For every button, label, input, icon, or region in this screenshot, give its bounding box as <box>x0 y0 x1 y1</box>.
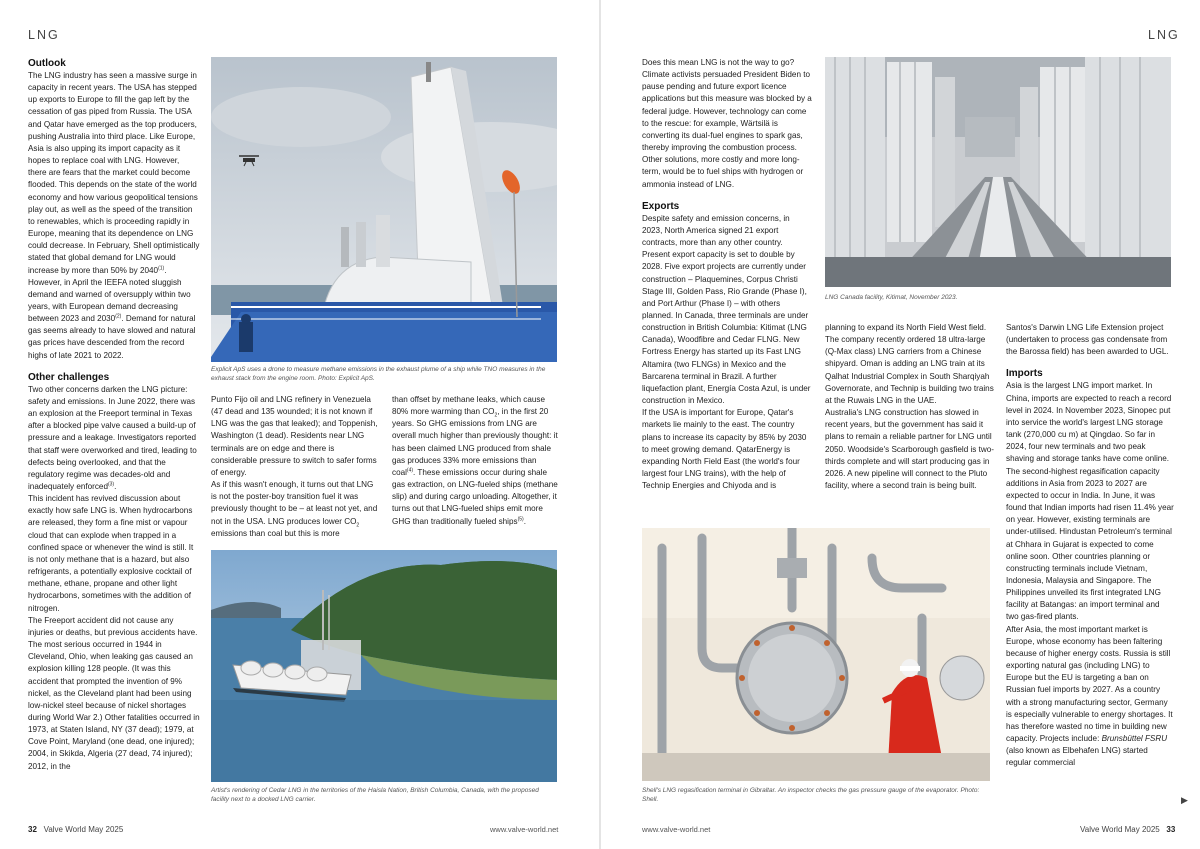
imports-heading: Imports <box>1006 368 1043 380</box>
hazard-paragraph: This incident has revived discussion about exactly how safe LNG is. When hydrocarbons are released, they form a fine mist or vapour cloud that can explode when trapped in a confined space or whenever the wind is still. It is not only methane that is a hazard, but also refrigerants, a potentially explosive cocktail of methane, ethane, propane and other light hydrocarbons, sometimes with the addition of nitrogen. <box>28 494 194 613</box>
col6-paragraph-a: Santos's Darwin LNG Life Extension project (undertaken to process gas condensate from the Barossa field) has been awarded to UGL. <box>1006 323 1169 357</box>
col2-paragraph-b: As if this wasn't enough, it turns out that LNG is not the poster-boy transition fuel it was previously thought to be – at least not yet, and not in the USA. LNG produces lower $CO_2$ emissions than coal but this is more <box>211 480 378 538</box>
kitimat-photo-caption: LNG Canada facility, Kitimat, November 2023. <box>825 294 958 301</box>
cedar-lng-photo <box>211 550 557 782</box>
column-4 <box>642 57 812 492</box>
other-challenges-heading: Other challenges <box>28 371 110 383</box>
qatar-paragraph: If the USA is important for Europe, Qatar's markets lie mainly to the east. The country plans to increase its capacity by 85% by 2030 to meet growing demand. QatarEnergy is expanding North Field East (the world's four largest four LNG trains), with the help of Technip Energies and Chiyoda and is <box>642 408 807 491</box>
gibraltar-photo <box>642 528 990 781</box>
left-url[interactable]: www.valve-world.net <box>490 825 559 834</box>
right-page-number: 33 <box>1166 825 1176 834</box>
left-page-number: 32 <box>28 825 37 834</box>
outlook-paragraph: The LNG industry has seen a massive surge in capacity in recent years. The USA has stepped up exports to Europe to fill the gap left by the cessation of gas piped from Russia. The USA and Qatar have emerged as the top producers, pushing Australia into third place. Like Europe, Asia is also upping its import capacity as it hopes to replace coal with LNG. However, there are fears that the market could become flooded. This depends on the state of the world economy and how various geopolitical tensions play out, as well as the speed of the transition to renewables, which is proceeding rapidly in Europe, meaning that its dependence on LNG could decrease. In February, Shell optimistically stated that global demand for LNG would increase by more than 50% by 2040$^{(1)}$. However, in April the IEEFA noted sluggish demand and warned of oversupply within two years, with European demand decreasing between 2023 and 2030$^{(2)}$. Demand for natural gas seems already to have slowed and natural gas prices have descended from the record highs of late 2021 to 2022. <box>28 71 200 360</box>
right-publication: Valve World May 2025 <box>1080 825 1160 834</box>
left-publication: Valve World May 2025 <box>43 825 124 834</box>
col5-paragraph-b: Australia's LNG construction has slowed in recent years, but the government has said it plans to remain a reliable partner for LNG until 2050. Woodside's Scarborough gasfield is two-thirds complete and will start producing gas in 2026. A new pipeline will connect to the Pluto facility, where a second train is being built. <box>825 408 994 491</box>
section-tag-left: LNG <box>28 28 60 42</box>
outlook-heading: Outlook <box>28 58 66 69</box>
next-page-arrow-icon[interactable]: ▶ <box>1181 795 1188 805</box>
col5-paragraph-a: planning to expand its North Field West field. The company recently ordered 18 ultra-large (Q-Max class) LNG carriers from a Chinese shipyard. Oman is adding an LNG train at its Qalhat Industrial Complex in South Sharqiyah Governorate, and Technip is building two trains at the Ruwais LNG in the UAE. <box>825 323 994 405</box>
column-3 <box>392 394 560 528</box>
section-tag-right: LNG <box>1148 28 1180 42</box>
ship-stack-photo <box>211 57 557 362</box>
right-url[interactable]: www.valve-world.net <box>642 825 711 834</box>
ship-photo-caption: Explicit ApS uses a drone to measure methane emissions in the exhaust plume of a ship while TNO measures in the exhaust stack from the engine room. Photo: Explicit ApS. <box>211 366 546 382</box>
col3-paragraph-a: than offset by methane leaks, which cause 80% more warming than $CO_2$, in the first 20 years. So GHG emissions from LNG are overall much higher than previously thought: it has been claimed LNG produced from shale gas produces 33% more emissions than coal$^{(4)}$. These emissions occur during shale gas extraction, on LNG-fueled ships (methane slip) and during cargo unloading. Altogether, it turns out that LNG-fueled ships emit more GHG than traditionally fueled ships$^{(5)}$. <box>392 395 558 526</box>
column-2 <box>211 394 379 540</box>
europe-paragraph: After Asia, the most important market is Europe, whose economy has been faltering because of higher energy costs. Russia is still exporting natural gas (including LNG) to Europe but the EU is targeting a ban on Russian fuel imports by 2027. As a country with a strong manufacturing sector, Germany is especially vulnerable to energy shortages. It has therefore wasted no time in building new capacity. Projects include: Brunsbüttel FSRU (also known as Elbehafen LNG) started regular commercial <box>1006 624 1173 768</box>
imports-paragraph: Asia is the largest LNG import market. In China, imports are expected to reach a record level in 2024. In November 2023, Sinopec put into service the world's largest LNG storage tank (270,000 cu m) at Qingdao. So far in 2024, four new terminals and two peak shaving and storage tanks have come online. The second-highest regasification capacity additions in Asia from 2023 to 2027 are expected to occur in India. In June, it was found that Indian imports had risen 11.4% year on year. However, existing terminals are under-utilised. Hindustan Petroleum's terminal at Chhara in Gujarat is expected to come online soon. Other countries planning or constructing terminals include Vietnam, Indonesia, Malaysia and Singapore. The Philippines unveiled its first integrated LNG facility at Batangas: an import terminal and two gas-fired plants. <box>1006 381 1174 622</box>
kitimat-photo <box>825 57 1171 287</box>
exports-paragraph: Despite safety and emission concerns, in 2023, North America signed 21 export contracts, more than any other country. Present export capacity is set to double by 2028. Five export projects are currently under construction – Plaquemines, Corpus Christi Stage III, Golden Pass, Rio Grande (Phase I), and Port Arthur (Phase I) – with others planned. In Canada, three terminals are under construction in British Columbia: Kitimat (LNG Canada), Woodfibre and Cedar FLNG. New Fortress Energy has started up its Fast LNG Altamira (two FLNGs) in Mexico and the Barcarena terminal in Brazil. A further liquefaction plant, Energía Costa Azul, is under construction in Mexico. <box>642 213 811 406</box>
col4-paragraph-a: Does this mean LNG is not the way to go? Climate activists persuaded President Biden to pause pending and future export licence applications but this measure was blocked by a federal judge. However, technology can come to the rescue: for example, Wärtsilä is converting its dual-fuel engines to spark gas, thereby improving the combustion process. Other solutions, more costly and more long-term, would be to fuel ships with hydrogen or ammonia instead of LNG. <box>642 58 812 189</box>
right-folio <box>1080 825 1175 834</box>
left-folio <box>28 825 123 834</box>
challenges-paragraph: Two other concerns darken the LNG picture: safety and emissions. In June 2022, there was an explosion at the Freeport terminal in Texas after a blocked pipe valve caused a build-up of pressure and a leakage. Investigators reported that staff were overworked and tired, leading to defects being overlooked, and that the regulatory regime was decades-old and inadequately enforced$^{(3)}$. <box>28 384 197 491</box>
exports-heading: Exports <box>642 200 680 212</box>
cedar-photo-caption: Artist's rendering of Cedar LNG in the territories of the Haisla Nation, British Columbia, Canada, with the proposed facility next to a docked LNG carrier. <box>211 787 539 803</box>
spread-gutter <box>599 0 601 849</box>
gibraltar-photo-caption: Shell's LNG regasification terminal in Gibraltar. An inspector checks the gas pressure gauge of the evaporator. Photo: Shell. <box>642 787 980 803</box>
column-6 <box>1006 322 1174 769</box>
col2-paragraph-a: Punto Fijo oil and LNG refinery in Venezuela (47 dead and 135 wounded; it is not known if LNG was the gas that leaked); and Toppenish, Washington (1 dead). Residents near LNG terminals are on edge and there is considerable pressure to switch to safer forms of energy. <box>211 395 378 477</box>
column-5 <box>825 322 995 492</box>
freeport-paragraph: The Freeport accident did not cause any injuries or deaths, but previous accidents have. The most serious occurred in 1944 in Cleveland, Ohio, when leaking gas caused an explosion killing 128 people. (It was this accident that prompted the invention of 9% nickel, as the Cleveland plant had been using low-nickel steel because of nickel shortages during World War 2.) Other fatalities occurred in 1973, at Staten Island, NY (37 dead); 1979, at Cove Point, Maryland (one dead, one injured); 2004, in Skikda, Algeria (27 dead, 74 injured); 2012, in the <box>28 615 200 771</box>
column-1 <box>28 57 200 773</box>
